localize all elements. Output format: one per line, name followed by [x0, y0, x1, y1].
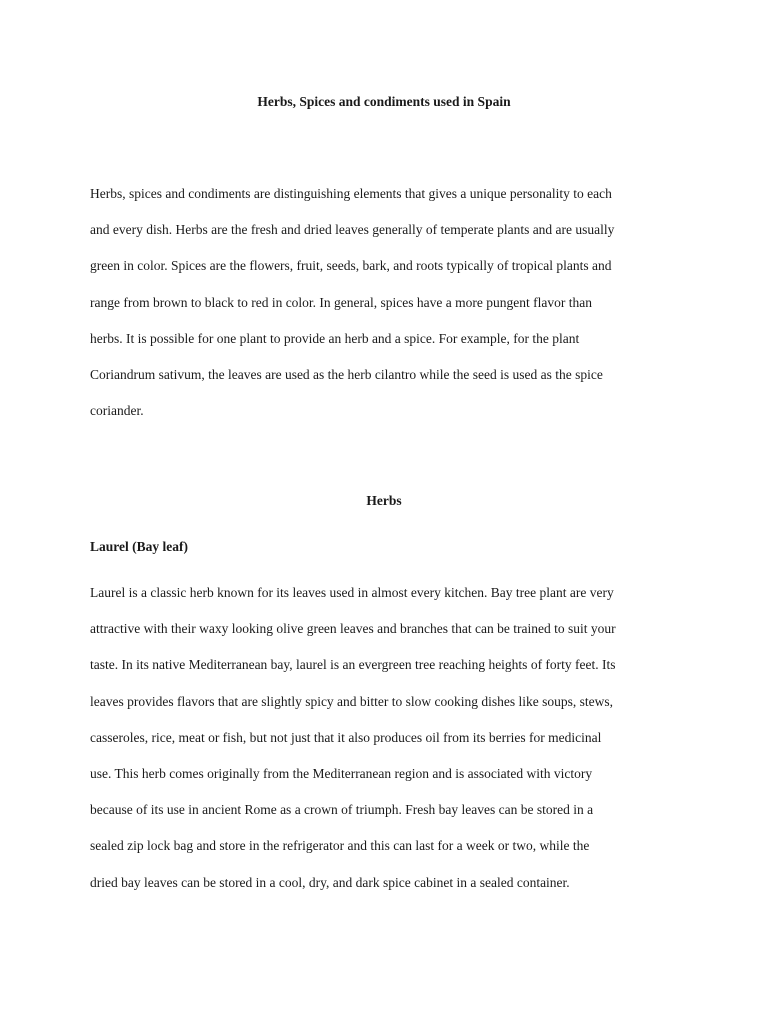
paragraph-line: attractive with their waxy looking olive green leaves and branches that can be trained to suit your [90, 621, 616, 637]
paragraph-line: Coriandrum sativum, the leaves are used as the herb cilantro while the seed is used as the spice [90, 367, 603, 383]
paragraph-line: use. This herb comes originally from the Mediterranean region and is associated with victory [90, 766, 593, 782]
document-title: Herbs, Spices and condiments used in Spain [257, 94, 511, 109]
section-heading-herbs: Herbs [366, 493, 402, 508]
subsection-heading-laurel: Laurel (Bay leaf) [90, 539, 188, 554]
paragraph-line: and every dish. Herbs are the fresh and dried leaves generally of temperate plants and are usually [90, 222, 615, 238]
paragraph-line: Herbs, spices and condiments are distinguishing elements that gives a unique personality to each [90, 186, 612, 201]
paragraph-line: range from brown to black to red in color. In general, spices have a more pungent flavor than [90, 294, 592, 310]
paragraph-line: sealed zip lock bag and store in the refrigerator and this can last for a week or two, while the [90, 838, 590, 854]
intro-paragraph [90, 176, 690, 429]
paragraph-line: taste. In its native Mediterranean bay, laurel is an evergreen tree reaching heights of forty feet. Its [90, 657, 616, 673]
paragraph-line: because of its use in ancient Rome as a crown of triumph. Fresh bay leaves can be stored in a [90, 802, 594, 818]
paragraph-line: dried bay leaves can be stored in a cool, dry, and dark spice cabinet in a sealed container. [90, 874, 570, 890]
paragraph-line: green in color. Spices are the flowers, fruit, seeds, bark, and roots typically of tropical plants and [90, 258, 612, 274]
paragraph-line: coriander. [90, 403, 144, 419]
laurel-paragraph [90, 575, 690, 901]
paragraph-line: Laurel is a classic herb known for its leaves used in almost every kitchen. Bay tree plant are very [90, 585, 614, 600]
paragraph-line: casseroles, rice, meat or fish, but not just that it also produces oil from its berries for medicinal [90, 729, 602, 745]
paragraph-line: herbs. It is possible for one plant to provide an herb and a spice. For example, for the plant [90, 330, 580, 346]
paragraph-line: leaves provides flavors that are slightly spicy and bitter to slow cooking dishes like soups, stews, [90, 693, 614, 709]
